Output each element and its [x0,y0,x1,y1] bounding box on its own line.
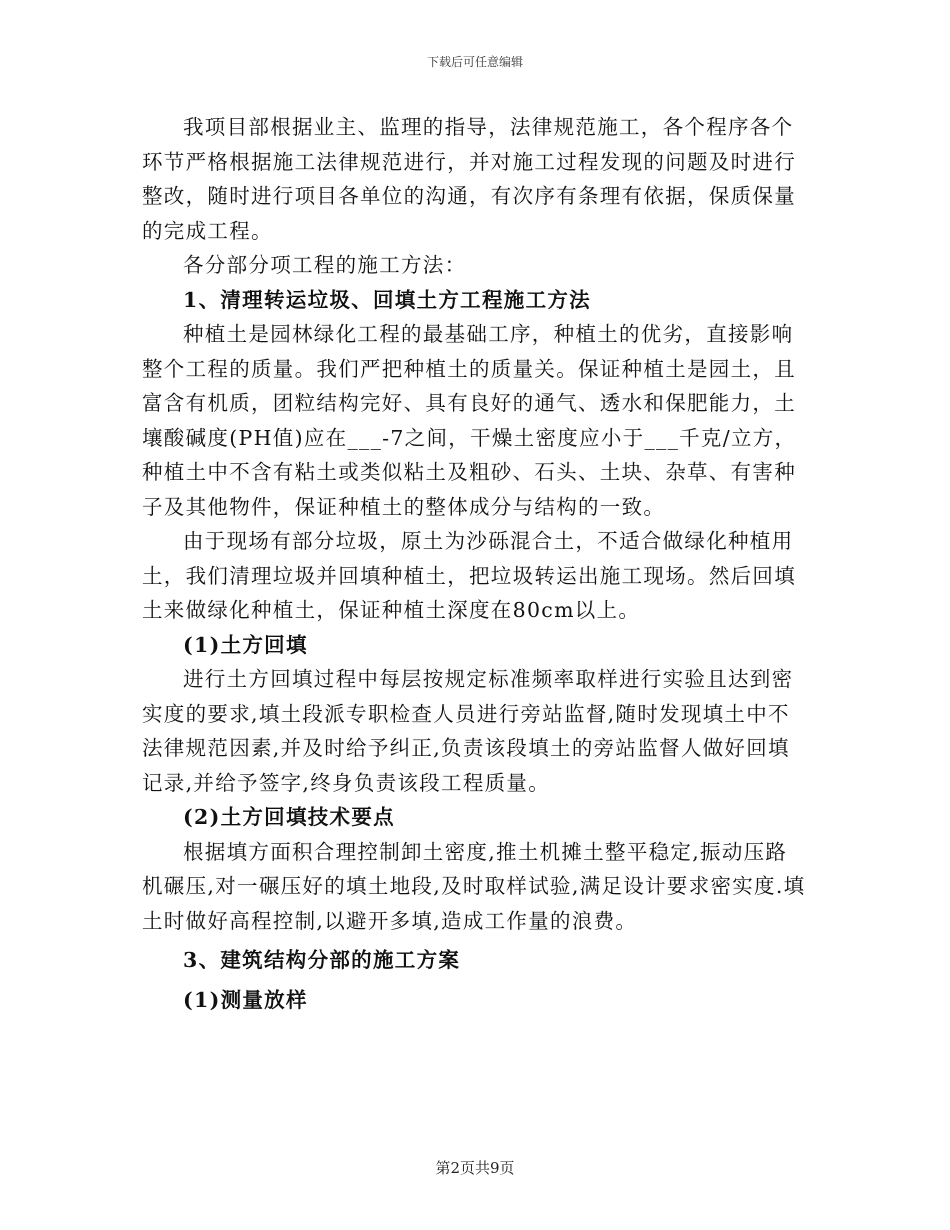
heading-section-1: 1、清理转运垃圾、回填土方工程施工方法 [183,287,591,312]
heading-backfill-tech: (2)土方回填技术要点 [183,805,395,829]
heading-backfill: (1)土方回填 [183,632,308,657]
paragraph-intro: 我项目部根据业主、监理的指导，法律规范施工，各个程序各个环节严格根据施工法律规范进行，并对施工过程发现的问题及时进行整改，随时进行项目各单位的沟通，有次序有条理有依据，保质保量的完成工程。 [142,115,796,243]
page-footer: 第2页共9页 [435,1159,515,1177]
paragraph-site-cleanup: 由于现场有部分垃圾，原土为沙砾混合土，不适合做绿化种植用土，我们清理垃圾并回填种植土，把垃圾转运出施工现场。然后回填土来做绿化种植土，保证种植土深度在80cm以上。 [142,529,796,622]
document-body [142,110,808,1017]
paragraph-planting-soil: 种植土是园林绿化工程的最基础工序，种植土的优劣，直接影响整个工程的质量。我们严把种植土的质量关。保证种植土是园土，且富含有机质，团粒结构完好、具有良好的通气、透水和保肥能力，土壤酸碱度(PH值)应在___-7之间，干燥土密度应小于___千克/立方，种植土中不含有粘土或类似粘土及粗砂、石头、土块、杂草、有害种子及其他物件，保证种植土的整体成分与结构的一致。 [142,322,797,519]
paragraph-backfill-tech: 根据填方面积合理控制卸土密度,推土机摊土整平稳定,振动压路机碾压,对一碾压好的填土地段,及时取样试验,满足设计要求密实度.填土时做好高程控制,以避开多填,造成工作量的浪费。 [142,839,806,933]
heading-section-3: 3、建筑结构分部的施工方案 [183,948,461,972]
paragraph-methods-lead: 各分部分项工程的施工方法： [183,253,467,277]
paragraph-backfill: 进行土方回填过程中每层按规定标准频率取样进行实验且达到密实度的要求,填土段派专职检查人员进行旁站监督,随时发现填土中不法律规范因素,并及时给予纠正,负责该段填土的旁站监督人做好回填记录,并给予签字,终身负责该段工程质量。 [142,667,794,795]
page-header: 下载后可任意编辑 [426,55,523,69]
heading-survey: (1)测量放样 [183,987,308,1012]
